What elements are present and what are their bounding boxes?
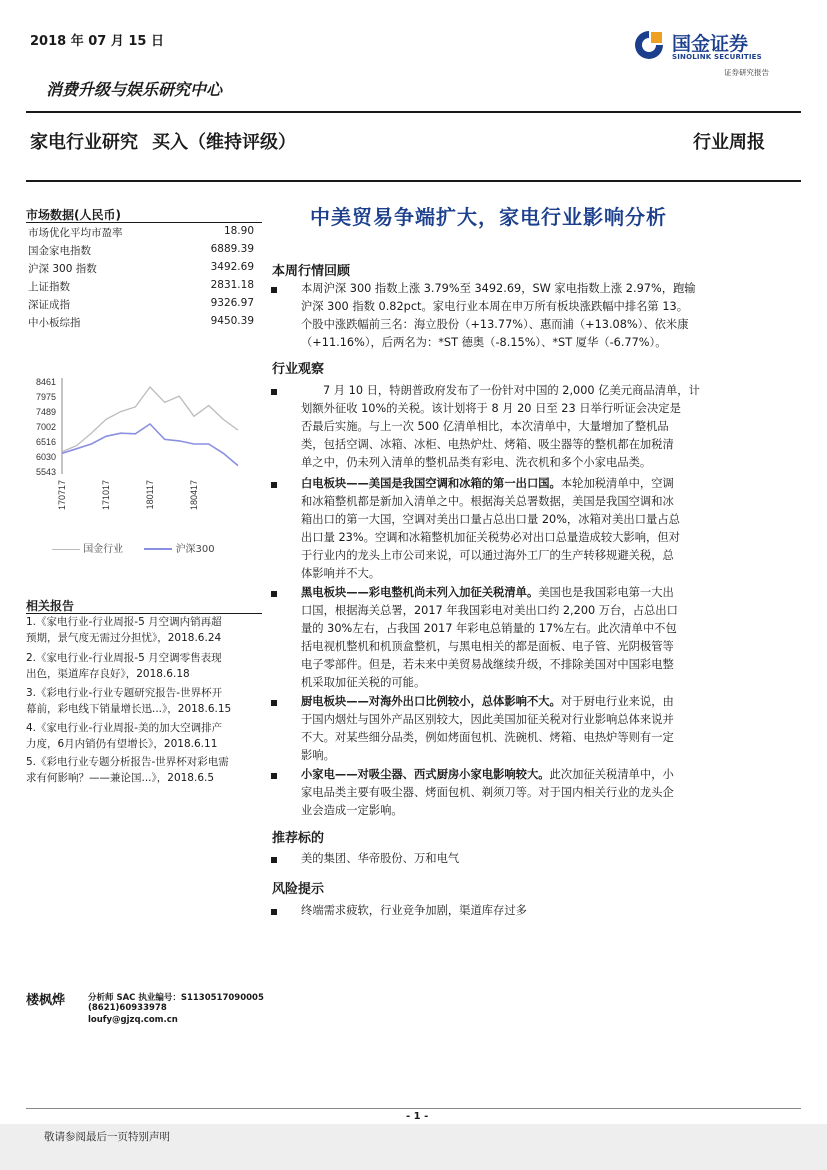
market-data-divider bbox=[26, 222, 262, 223]
report-title: 中美贸易争端扩大，家电行业影响分析 bbox=[310, 205, 667, 229]
risk-heading: 风险提示 bbox=[272, 882, 325, 897]
analyst-cert: 分析师 SAC 执业编号：S1130517090005 bbox=[88, 993, 264, 1003]
y-tick-label: 8461 bbox=[35, 377, 56, 387]
bullet-marker bbox=[270, 697, 280, 707]
market-row bbox=[28, 261, 254, 276]
page-number: - 1 - bbox=[406, 1111, 429, 1122]
research-center: 消费升级与娱乐研究中心 bbox=[46, 80, 223, 99]
legend-swatch-industry bbox=[52, 549, 80, 550]
bullet-marker bbox=[270, 588, 280, 598]
legend-swatch-hs300 bbox=[144, 548, 172, 550]
x-tick-label: 180117 bbox=[145, 480, 155, 510]
market-row-label: 沪深 300 指数 bbox=[28, 263, 97, 275]
bullet-marker bbox=[270, 284, 280, 294]
x-tick-label: 171017 bbox=[101, 480, 111, 511]
x-tick-label: 180417 bbox=[189, 480, 199, 511]
header-divider-top bbox=[26, 111, 801, 113]
market-row-label: 市场优化平均市盈率 bbox=[28, 227, 123, 239]
weekly-review-text: 本周沪深 300 指数上涨 3.79%至 3492.69，SW 家电指数上涨 2.97%，跑输 沪深 300 指数 0.82pct。家电行业本周在申万所有板块涨跌幅中排名第 13。 个股中涨跌幅前三名：海立股份（+13.77%）、惠而浦（+13.08%）、依米康 （+11.16%），后两名为：*ST 德奥（-8.15%）、*ST 厦华（-6.77%）。 bbox=[301, 282, 696, 349]
series-line-industry bbox=[62, 387, 238, 452]
market-row-value: 2831.18 bbox=[210, 279, 254, 291]
y-tick-label: 6030 bbox=[35, 451, 56, 462]
footer-disclaimer: 敬请参阅最后一页特别声明 bbox=[44, 1131, 170, 1143]
related-report-item[interactable]: 1.《家电行业-行业周报-5 月空调内销再超 预期，景气度无需过分担忧》，2018.6.24 bbox=[26, 616, 222, 644]
observation-paragraph-black-goods: 黑电板块——彩电整机尚未列入加征关税清单。美国也是我国彩电第一大出 口国，根据海关总署，2017 年我国彩电对美出口约 2,200 万台，占总出口 量的 30%左右，占我国 2017 年彩电总销量的 17%左右。此次清单中不包 括电视机整机和机顶盒整机，与黑电相关的都是面板、电子管、光阴极管等 电子零部件。但是，若未来中美贸易战继续升级，不排除美国对中国彩电整 机采取加征关税的可能。 bbox=[301, 586, 678, 689]
y-tick-label: 7002 bbox=[35, 422, 56, 432]
market-data-heading: 市场数据(人民币) bbox=[26, 208, 121, 222]
related-reports-heading: 相关报告 bbox=[26, 599, 75, 613]
observation-paragraph-1: 7 月 10 日，特朗普政府发布了一份针对中国的 2,000 亿美元商品清单，计 划额外征收 10%的关税。该计划将于 8 月 20 日至 23 日举行听证会决定是 否最后实施。与上一次 500 亿清单相比，本次清单中，大量增加了整机品 类，包括空调、冰箱、冰柜、电热炉灶、烤箱、吸尘器等的整机都在加税清 单之中，仍未列入清单的整机品类有彩电、洗衣机和多个小家电品类。 bbox=[301, 384, 700, 469]
market-row-value: 9326.97 bbox=[210, 297, 254, 309]
legend-label-industry: 国金行业 bbox=[83, 544, 124, 555]
series-line-hs300 bbox=[62, 424, 238, 466]
related-report-item[interactable]: 2.《家电行业-行业周报-5 月空调零售表现 出色，渠道库存良好》，2018.6.18 bbox=[26, 652, 222, 680]
analyst-email[interactable]: loufy@gjzq.com.cn bbox=[88, 1015, 178, 1025]
industry-observation-heading: 行业观察 bbox=[272, 362, 325, 377]
y-tick-label: 7975 bbox=[35, 391, 56, 402]
recommended-stocks-heading: 推荐标的 bbox=[272, 831, 325, 846]
report-category: 行业周报 bbox=[693, 132, 765, 153]
bullet-marker bbox=[270, 906, 280, 916]
header-divider-bottom bbox=[26, 180, 801, 182]
analyst-name: 楼枫烨 bbox=[26, 993, 66, 1008]
observation-paragraph-white-goods: 白电板块——美国是我国空调和冰箱的第一出口国。本轮加税清单中，空调 和冰箱整机都是新加入清单之中。根据海关总署数据，美国是我国空调和冰 箱出口的第一大国，空调对美出口量占总出口量 20%，冰箱对美出口量占总 出口量 23%。空调和冰箱整机加征关税势必对出口总量造成较大影响，但对 于行业内的龙头上市公司来说，可以通过海外工厂的生产转移规避关税，总 体影响并不大。 bbox=[301, 477, 680, 580]
observation-paragraph-kitchen: 厨电板块——对海外出口比例较小，总体影响不大。对于厨电行业来说，由 于国内烟灶与国外产品区别较大，因此美国加征关税对行业影响总体来说并 不大。对某些细分品类，例如烤面包机、洗碗机、烤箱、电热炉等则有一定 影响。 bbox=[301, 695, 674, 762]
market-row-value: 18.90 bbox=[223, 225, 254, 237]
report-date: 2018 年 07 月 15 日 bbox=[30, 34, 164, 49]
y-tick-label: 5543 bbox=[35, 467, 56, 477]
index-line-chart bbox=[20, 368, 248, 568]
risk-text: 终端需求疲软，行业竞争加剧，渠道库存过多 bbox=[301, 904, 527, 917]
bullet-marker bbox=[270, 479, 280, 489]
market-row-value: 6889.39 bbox=[210, 243, 254, 255]
related-report-item[interactable]: 4.《家电行业-行业周报-美的加大空调排产 力度，6月内销仍有望增长》，2018.6.11 bbox=[26, 722, 223, 750]
sinolink-logo-icon bbox=[632, 28, 666, 62]
analyst-phone: (8621)60933978 bbox=[88, 1003, 167, 1013]
market-row-label: 国金家电指数 bbox=[28, 245, 91, 257]
market-row-label: 中小板综指 bbox=[28, 317, 81, 329]
footer-divider bbox=[26, 1108, 801, 1109]
bullet-marker bbox=[270, 386, 280, 396]
recommended-stocks-text: 美的集团、华帝股份、万和电气 bbox=[301, 852, 460, 865]
observation-paragraph-small-appliances: 小家电——对吸尘器、西式厨房小家电影响较大。此次加征关税清单中，小 家电品类主要有吸尘器、烤面包机、剃须刀等。对于国内相关行业的龙头企 业会造成一定影响。 bbox=[301, 768, 674, 817]
bullet-marker bbox=[270, 770, 280, 780]
market-row-label: 上证指数 bbox=[28, 281, 70, 293]
y-tick-label: 7489 bbox=[35, 406, 56, 417]
rating-label: 买入（维持评级） bbox=[152, 132, 296, 153]
market-row-value: 3492.69 bbox=[210, 261, 254, 273]
related-reports-divider bbox=[26, 613, 262, 614]
market-row bbox=[28, 315, 254, 330]
legend-label-hs300: 沪深300 bbox=[175, 544, 215, 555]
brand-name-cn: 国金证券 bbox=[672, 33, 749, 55]
market-row-value: 9450.39 bbox=[210, 315, 254, 327]
market-row bbox=[28, 243, 254, 258]
market-row bbox=[28, 225, 254, 240]
weekly-review-heading: 本周行情回顾 bbox=[272, 264, 351, 279]
industry-label: 家电行业研究 bbox=[30, 132, 138, 153]
report-type-label: 证券研究报告 bbox=[724, 68, 769, 77]
bullet-marker bbox=[270, 854, 280, 864]
y-tick-label: 6516 bbox=[35, 436, 56, 447]
x-tick-label: 170717 bbox=[57, 480, 67, 511]
related-report-item[interactable]: 5.《彩电行业专题分析报告-世界杯对彩电需 求有何影响？——兼论国...》，2018.6.5 bbox=[26, 756, 229, 784]
brand-name-en: SINOLINK SECURITIES bbox=[672, 53, 762, 61]
market-row bbox=[28, 297, 254, 312]
industry-rating-line bbox=[30, 128, 296, 154]
chart-legend bbox=[52, 540, 215, 555]
market-row bbox=[28, 279, 254, 294]
related-report-item[interactable]: 3.《彩电行业-行业专题研究报告-世界杯开 幕前，彩电线下销量增长迅...》，2018.6.15 bbox=[26, 687, 232, 715]
market-row-label: 深证成指 bbox=[28, 299, 70, 311]
